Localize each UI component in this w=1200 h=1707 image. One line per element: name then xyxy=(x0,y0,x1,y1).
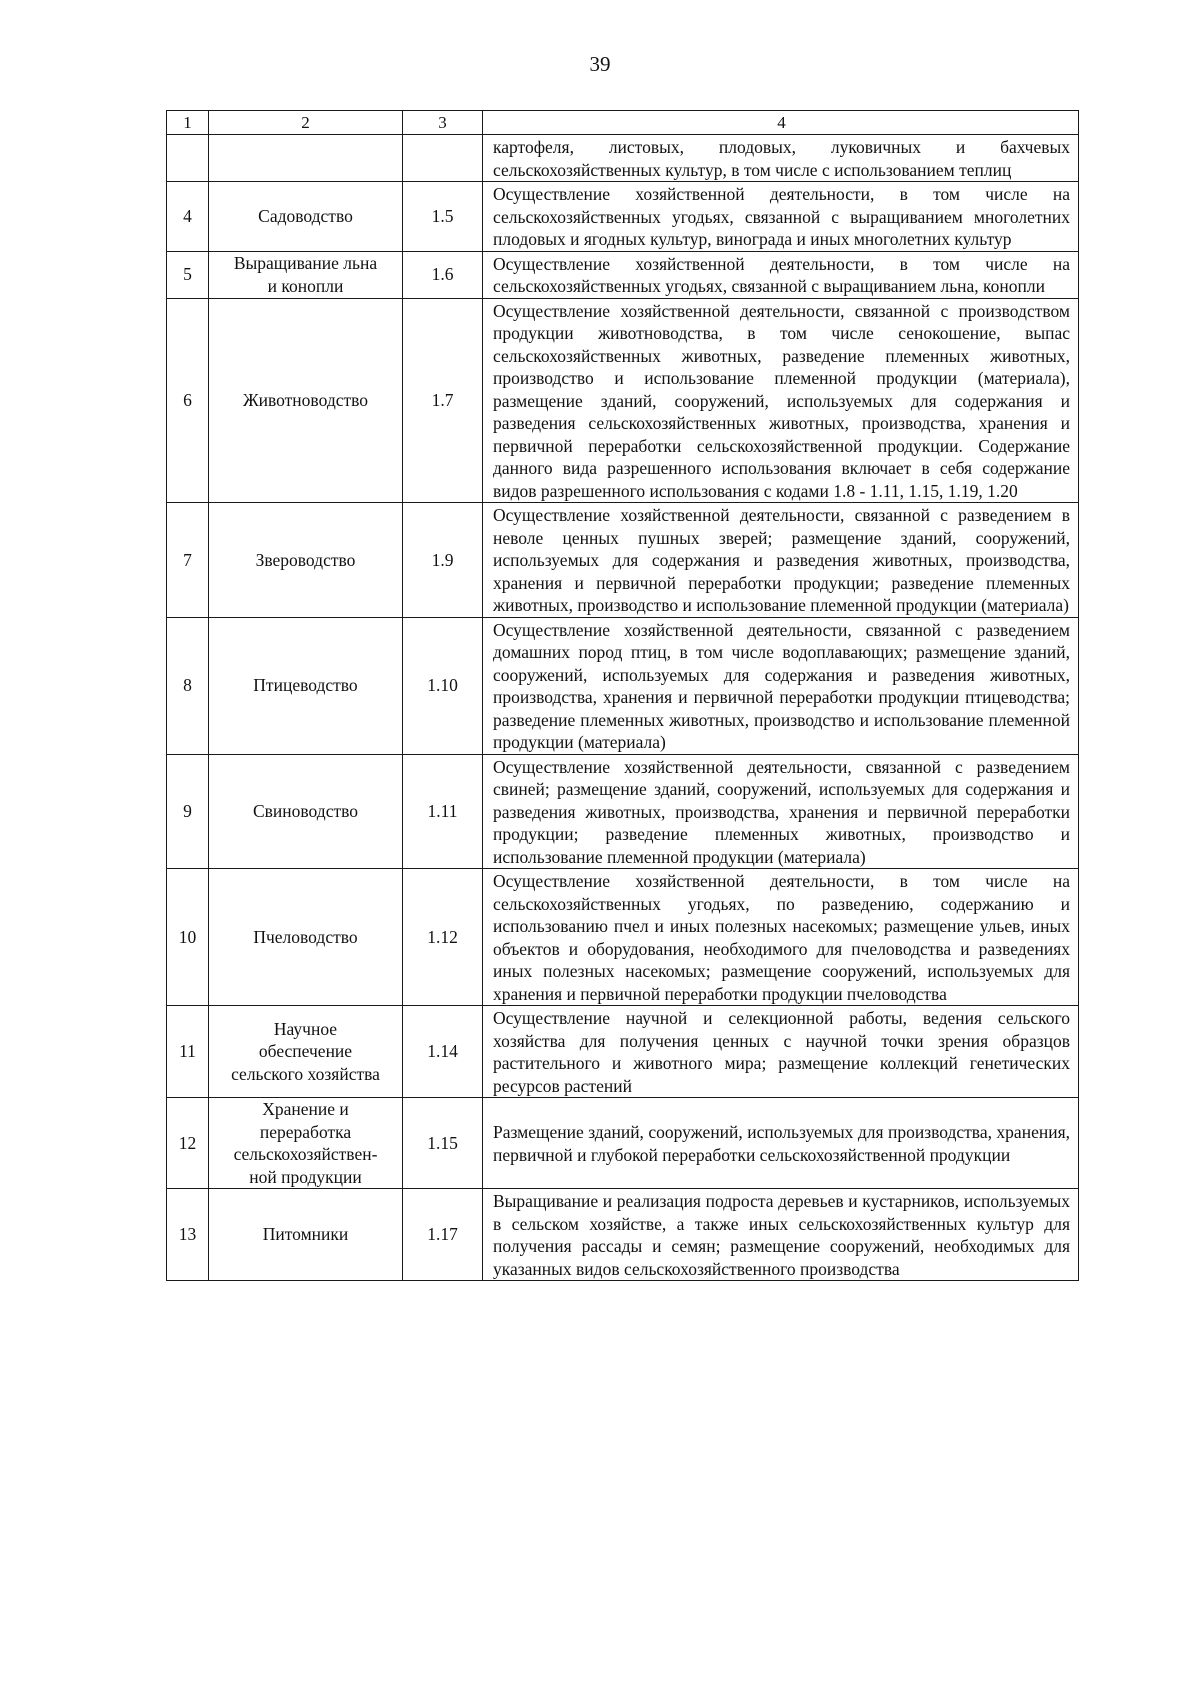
row-category-name: Птицеводство xyxy=(209,617,403,754)
row-description: Выращивание и реализация подроста деревьев и кустарников, используемых в сельском хозяйстве, а также иных сельскохозяйственных культур для получения рассады и семян; размещение сооружений, необходимых для указанных видов сельскохозяйственного производства xyxy=(483,1189,1079,1281)
table-row xyxy=(167,503,1079,618)
row-number: 13 xyxy=(167,1189,209,1281)
row-code: 1.5 xyxy=(403,182,483,252)
row-category-name: Пчеловодство xyxy=(209,869,403,1006)
row-number: 10 xyxy=(167,869,209,1006)
row-code: 1.17 xyxy=(403,1189,483,1281)
table-row xyxy=(167,754,1079,869)
row-code: 1.14 xyxy=(403,1006,483,1098)
row-number: 6 xyxy=(167,298,209,503)
header-col-3: 3 xyxy=(403,111,483,135)
row-code: 1.7 xyxy=(403,298,483,503)
row-description: Размещение зданий, сооружений, используемых для производства, хранения, первичной и глубокой переработки сельскохозяйственной продукции xyxy=(483,1098,1079,1189)
row-code: 1.10 xyxy=(403,617,483,754)
page-number: 39 xyxy=(589,52,611,76)
row-number: 8 xyxy=(167,617,209,754)
header-col-2: 2 xyxy=(209,111,403,135)
row-description: Осуществление научной и селекционной работы, ведения сельского хозяйства для получения ценных с научной точки зрения образцов растительного и животного мира; размещение коллекций генетических ресурсов растений xyxy=(483,1006,1079,1098)
row-number: 4 xyxy=(167,182,209,252)
row-code: 1.9 xyxy=(403,503,483,618)
row-number: 12 xyxy=(167,1098,209,1189)
table-row xyxy=(167,135,1079,182)
row-category-name: Хранение и переработка сельскохозяйствен- ной продукции xyxy=(209,1098,403,1189)
row-code: 1.12 xyxy=(403,869,483,1006)
row-number: 7 xyxy=(167,503,209,618)
table-row xyxy=(167,1098,1079,1189)
row-description: Осуществление хозяйственной деятельности, связанной с производством продукции животноводства, в том числе сенокошение, выпас сельскохозяйственных животных, разведение племенных животных, производство и использование племенной продукции (материала), размещение зданий, сооружений, используемых для содержания и разведения сельскохозяйственных животных, производства, хранения и первичной переработки сельскохозяйственной продукции. Содержание данного вида разрешенного использования включает в себя содержание видов разрешенного использования с кодами 1.8 - 1.11, 1.15, 1.19, 1.20 xyxy=(483,298,1079,503)
table-row xyxy=(167,182,1079,252)
table-row xyxy=(167,869,1079,1006)
row-description: Осуществление хозяйственной деятельности, в том числе на сельскохозяйственных угодьях, связанной с выращиванием льна, конопли xyxy=(483,251,1079,298)
table-row xyxy=(167,617,1079,754)
row-category-name: Свиноводство xyxy=(209,754,403,869)
row-category-name: Выращивание льна и конопли xyxy=(209,251,403,298)
header-col-1: 1 xyxy=(167,111,209,135)
row-code: 1.15 xyxy=(403,1098,483,1189)
row-code: 1.11 xyxy=(403,754,483,869)
row-number xyxy=(167,135,209,182)
table-row xyxy=(167,1006,1079,1098)
row-category-name: Животноводство xyxy=(209,298,403,503)
row-code xyxy=(403,135,483,182)
row-category-name: Звероводство xyxy=(209,503,403,618)
table-row xyxy=(167,251,1079,298)
row-description: картофеля, листовых, плодовых, луковичных и бахчевых сельскохозяйственных культур, в том числе с использованием теплиц xyxy=(483,135,1079,182)
row-number: 5 xyxy=(167,251,209,298)
table-row xyxy=(167,1189,1079,1281)
row-category-name: Питомники xyxy=(209,1189,403,1281)
land-use-table xyxy=(166,110,1079,1281)
row-description: Осуществление хозяйственной деятельности, связанной с разведением свиней; размещение зданий, сооружений, используемых для содержания и разведения животных, производства, хранения и первичной переработки продукции; разведение племенных животных, производство и использование племенной продукции (материала) xyxy=(483,754,1079,869)
header-col-4: 4 xyxy=(483,111,1079,135)
row-category-name: Садоводство xyxy=(209,182,403,252)
table-row xyxy=(167,298,1079,503)
row-number: 9 xyxy=(167,754,209,869)
row-description: Осуществление хозяйственной деятельности, связанной с разведением домашних пород птиц, в том числе водоплавающих; размещение зданий, сооружений, используемых для содержания и разведения животных, производства, хранения и первичной переработки продукции птицеводства; разведение племенных животных, производство и использование племенной продукции (материала) xyxy=(483,617,1079,754)
row-category-name: Научное обеспечение сельского хозяйства xyxy=(209,1006,403,1098)
row-description: Осуществление хозяйственной деятельности, в том числе на сельскохозяйственных угодьях, по разведению, содержанию и использованию пчел и иных полезных насекомых; размещение ульев, иных объектов и оборудования, необходимого для пчеловодства и разведениях иных полезных насекомых; размещение сооружений, используемых для хранения и первичной переработки продукции пчеловодства xyxy=(483,869,1079,1006)
row-description: Осуществление хозяйственной деятельности, связанной с разведением в неволе ценных пушных зверей; размещение зданий, сооружений, используемых для содержания и разведения животных, производства, хранения и первичной переработки продукции; разведение племенных животных, производство и использование племенной продукции (материала) xyxy=(483,503,1079,618)
row-code: 1.6 xyxy=(403,251,483,298)
row-category-name xyxy=(209,135,403,182)
table-header-row xyxy=(167,111,1079,135)
row-number: 11 xyxy=(167,1006,209,1098)
row-description: Осуществление хозяйственной деятельности, в том числе на сельскохозяйственных угодьях, связанной с выращиванием многолетних плодовых и ягодных культур, винограда и иных многолетних культур xyxy=(483,182,1079,252)
